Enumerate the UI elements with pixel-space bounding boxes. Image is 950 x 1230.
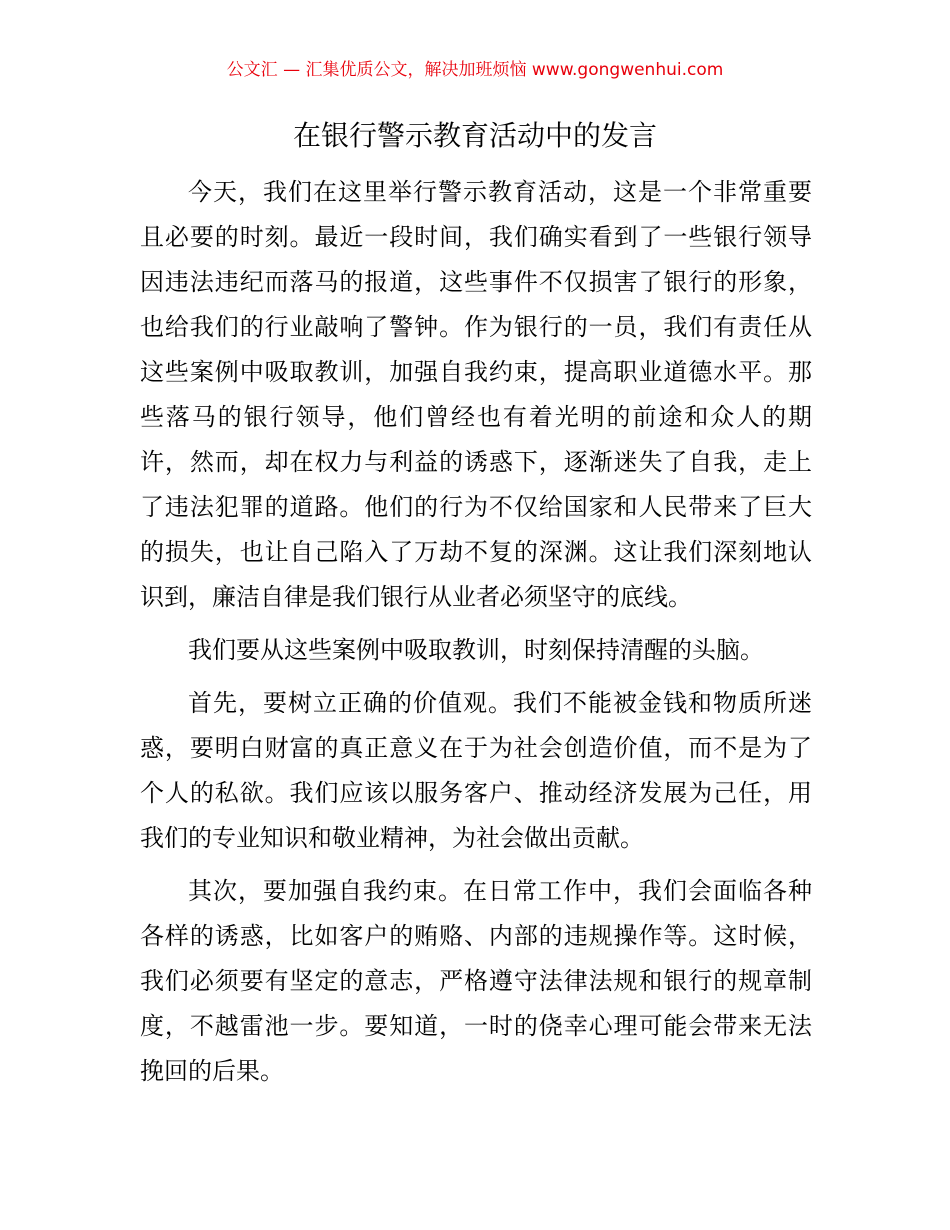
paragraph-line: 挽回的后果。 — [140, 1057, 284, 1085]
header-banner: 公文汇 — 汇集优质公文，解决加班烦恼 www.gongwenhui.com — [226, 60, 724, 80]
paragraph-line: 也给我们的行业敲响了警钟。作为银行的一员，我们有责任从 — [140, 313, 812, 341]
paragraph-line: 今天，我们在这里举行警示教育活动，这是一个非常重要 — [188, 178, 812, 206]
paragraph-line: 因违法违纪而落马的报道，这些事件不仅损害了银行的形象， — [140, 268, 812, 296]
paragraph-line: 其次，要加强自我约束。在日常工作中，我们会面临各种 — [188, 877, 812, 905]
paragraph-line: 这些案例中吸取教训，加强自我约束，提高职业道德水平。那 — [140, 358, 812, 386]
paragraph-line: 且必要的时刻。最近一段时间，我们确实看到了一些银行领导 — [140, 223, 812, 251]
paragraph-line: 些落马的银行领导，他们曾经也有着光明的前途和众人的期 — [140, 403, 812, 431]
document-title: 在银行警示教育活动中的发言 — [292, 119, 657, 152]
document-body — [140, 170, 812, 1094]
paragraph-3 — [140, 681, 812, 861]
paragraph-2 — [140, 628, 812, 673]
paragraph-line: 各样的诱惑，比如客户的贿赂、内部的违规操作等。这时候， — [140, 922, 812, 950]
paragraph-line: 度，不越雷池一步。要知道，一时的侥幸心理可能会带来无法 — [140, 1012, 812, 1040]
paragraph-line: 了违法犯罪的道路。他们的行为不仅给国家和人民带来了巨大 — [140, 493, 812, 521]
paragraph-line: 个人的私欲。我们应该以服务客户、推动经济发展为己任，用 — [140, 779, 812, 807]
paragraph-line: 我们必须要有坚定的意志，严格遵守法律法规和银行的规章制 — [140, 967, 812, 995]
paragraph-line: 识到，廉洁自律是我们银行从业者必须坚守的底线。 — [140, 583, 692, 611]
paragraph-line: 首先，要树立正确的价值观。我们不能被金钱和物质所迷 — [188, 689, 812, 717]
paragraph-1 — [140, 170, 812, 620]
paragraph-line: 的损失，也让自己陷入了万劫不复的深渊。这让我们深刻地认 — [140, 538, 812, 566]
paragraph-line: 许，然而，却在权力与利益的诱惑下，逐渐迷失了自我，走上 — [140, 448, 812, 476]
paragraph-line: 我们的专业知识和敬业精神，为社会做出贡献。 — [140, 824, 644, 852]
paragraph-4 — [140, 869, 812, 1094]
paragraph-line: 我们要从这些案例中吸取教训，时刻保持清醒的头脑。 — [188, 636, 764, 664]
paragraph-line: 惑，要明白财富的真正意义在于为社会创造价值，而不是为了 — [140, 734, 812, 762]
